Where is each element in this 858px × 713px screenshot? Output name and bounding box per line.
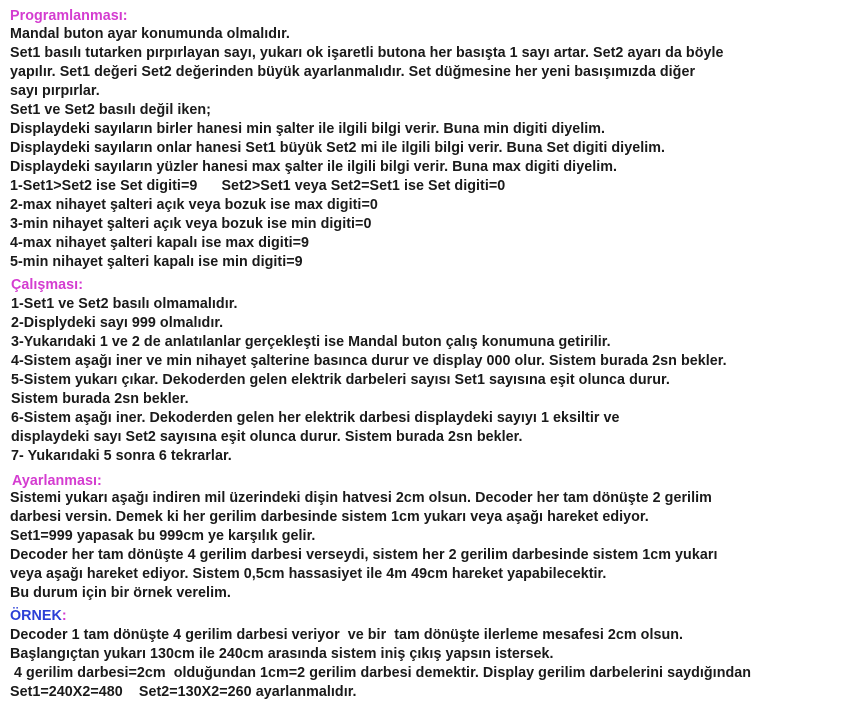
text-line: 6-Sistem aşağı iner. Dekoderden gelen her elektrik darbesi displaydeki sayıyı 1 eksiltir ve: [11, 410, 620, 426]
text-line: Displaydeki sayıların yüzler hanesi max şalter ile ilgili bilgi verir. Buna max digiti diyelim.: [10, 159, 618, 175]
text-line: 4-Sistem aşağı iner ve min nihayet şalterine basınca durur ve display 000 olur. Sistem burada 2sn bekler.: [11, 353, 727, 369]
heading-ornek: [10, 607, 67, 625]
text-line: displaydeki sayı Set2 sayısına eşit olunca durur. Sistem burada 2sn bekler.: [11, 429, 523, 445]
text-line: Mandal buton ayar konumunda olmalıdır.: [10, 26, 290, 42]
text-line: 7- Yukarıdaki 5 sonra 6 tekrarlar.: [11, 448, 232, 464]
text-line: Başlangıçtan yukarı 130cm ile 240cm arasında sistem iniş çıkış yapsın istersek.: [10, 646, 554, 662]
heading-ornek-colon: :: [61, 608, 67, 624]
text-line: darbesi versin. Demek ki her gerilim darbesinde sistem 1cm yukarı veya aşağı hareket ediyor.: [10, 509, 649, 525]
text-line: Bu durum için bir örnek verelim.: [10, 585, 231, 601]
text-line: Decoder her tam dönüşte 4 gerilim darbesi verseydi, sistem her 2 gerilim darbesinde sistem 1cm yukarı: [10, 547, 718, 563]
text-line: 1-Set1>Set2 ise Set digiti=9 Set2>Set1 veya Set2=Set1 ise Set digiti=0: [10, 178, 506, 194]
heading-ayarlanmasi: Ayarlanması:: [12, 473, 102, 489]
text-line: 5-Sistem yukarı çıkar. Dekoderden gelen elektrik darbeleri sayısı Set1 sayısına eşit olunca durur.: [11, 372, 670, 388]
text-line: veya aşağı hareket ediyor. Sistem 0,5cm hassasiyet ile 4m 49cm hareket yapabilecektir.: [10, 566, 607, 582]
text-line: Decoder 1 tam dönüşte 4 gerilim darbesi veriyor ve bir tam dönüşte ilerleme mesafesi 2cm olsun.: [10, 627, 684, 643]
text-line: 2-Displydeki sayı 999 olmalıdır.: [11, 315, 224, 331]
heading-calismasi: Çalışması:: [11, 277, 84, 293]
text-line: 3-min nihayet şalteri açık veya bozuk ise min digiti=0: [10, 216, 372, 232]
text-line: Set1 basılı tutarken pırpırlayan sayı, yukarı ok işaretli butona her basışta 1 sayı artar. Set2 ayarı da böyle: [10, 45, 724, 61]
text-line: 5-min nihayet şalteri kapalı ise min digiti=9: [10, 254, 303, 270]
text-line: Sistem burada 2sn bekler.: [11, 391, 189, 407]
text-line: 4-max nihayet şalteri kapalı ise max digiti=9: [10, 235, 310, 251]
heading-programlanmasi: Programlanması:: [10, 8, 128, 24]
heading-ornek-label: ÖRNEK: [10, 608, 62, 624]
text-line: Set1 ve Set2 basılı değil iken;: [10, 102, 211, 118]
text-line: Sistemi yukarı aşağı indiren mil üzerindeki dişin hatvesi 2cm olsun. Decoder her tam dönüşte 2 gerilim: [10, 490, 712, 506]
text-line: 2-max nihayet şalteri açık veya bozuk ise max digiti=0: [10, 197, 378, 213]
text-line: yapılır. Set1 değeri Set2 değerinden büyük ayarlanmalıdır. Set düğmesine her yeni basışımızda diğer: [10, 64, 696, 80]
text-line: 4 gerilim darbesi=2cm olduğundan 1cm=2 gerilim darbesi demektir. Display gerilim darbelerini saydığından: [10, 665, 752, 681]
text-line: Displaydeki sayıların onlar hanesi Set1 büyük Set2 mi ile ilgili bilgi verir. Buna Set digiti diyelim.: [10, 140, 666, 156]
text-line: Displaydeki sayıların birler hanesi min şalter ile ilgili bilgi verir. Buna min digiti diyelim.: [10, 121, 606, 137]
text-line: 3-Yukarıdaki 1 ve 2 de anlatılanlar gerçekleşti ise Mandal buton çalış konumuna getirilir.: [11, 334, 611, 350]
text-line: Set1=240X2=480 Set2=130X2=260 ayarlanmalıdır.: [10, 684, 357, 700]
text-line: sayı pırpırlar.: [10, 83, 100, 99]
text-line: 1-Set1 ve Set2 basılı olmamalıdır.: [11, 296, 238, 312]
text-line: Set1=999 yapasak bu 999cm ye karşılık gelir.: [10, 528, 316, 544]
